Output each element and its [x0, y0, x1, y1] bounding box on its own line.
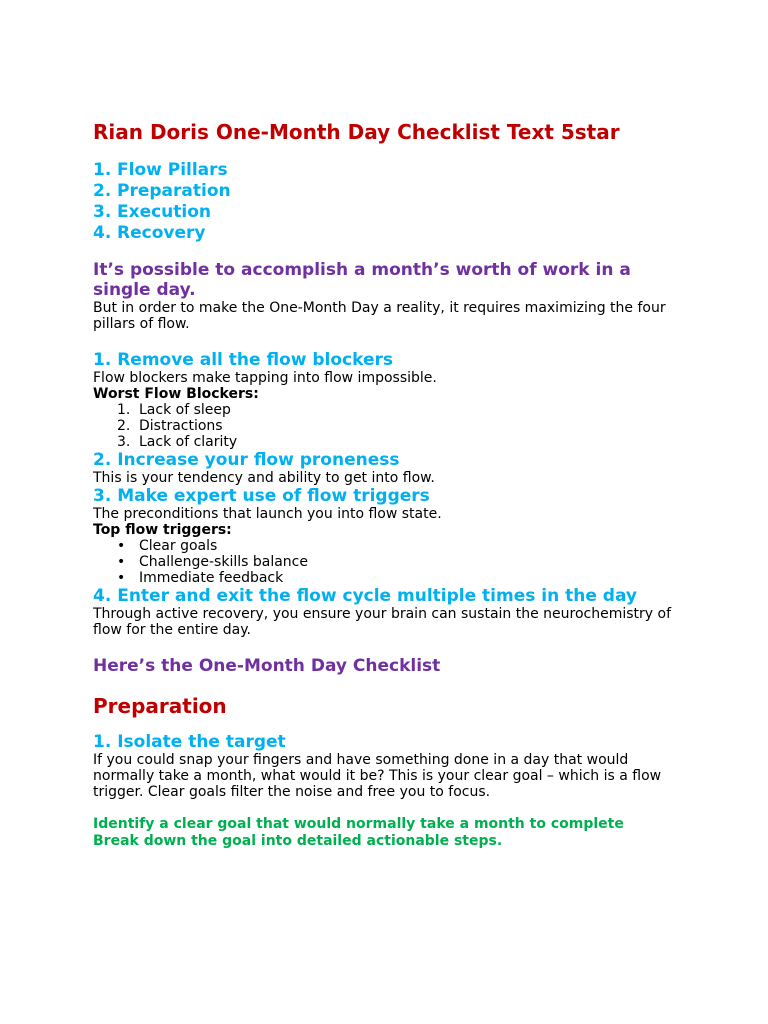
pillar-1-text: Flow blockers make tapping into flow impossible. [93, 370, 437, 386]
list-item-text: Lack of sleep [139, 402, 231, 418]
document-title: Rian Doris One-Month Day Checklist Text 5star [93, 120, 620, 144]
intro-heading: It’s possible to accomplish a month’s worth of work in a single day. [93, 260, 631, 300]
toc-item-flow-pillars [93, 160, 678, 181]
list-item [93, 538, 678, 554]
toc-number: 2. [93, 181, 112, 201]
preparation-heading: Preparation [93, 694, 227, 718]
action-item: Identify a clear goal that would normally take a month to complete [93, 816, 624, 832]
flow-blockers-list [93, 402, 678, 450]
bullet-icon: • [117, 570, 126, 586]
toc-label: Recovery [117, 223, 206, 243]
bullet-icon: • [117, 554, 126, 570]
list-item-text: Immediate feedback [139, 570, 284, 586]
list-item-text: Clear goals [139, 538, 218, 554]
step-1-text: If you could snap your fingers and have something done in a day that would normally take a month, what would it be? This is your clear goal – which is a flow trigger. Clear goals filter the noise and free you to focus. [93, 752, 662, 800]
table-of-contents [93, 160, 678, 244]
list-item-text: Challenge-skills balance [139, 554, 308, 570]
list-item [93, 418, 678, 434]
bullet-icon: • [117, 538, 126, 554]
checklist-heading: Here’s the One-Month Day Checklist [93, 656, 441, 676]
list-item [93, 402, 678, 418]
pillar-4-heading: 4. Enter and exit the flow cycle multiple times in the day [93, 586, 637, 606]
top-flow-triggers-label: Top flow triggers: [93, 522, 232, 538]
pillar-3-heading: 3. Make expert use of flow triggers [93, 486, 430, 506]
pillar-2-text: This is your tendency and ability to get into flow. [93, 470, 435, 486]
toc-label: Preparation [117, 181, 231, 201]
toc-item-recovery [93, 223, 678, 244]
pillar-2-heading: 2. Increase your flow proneness [93, 450, 400, 470]
toc-label: Execution [117, 202, 212, 222]
pillar-1-heading: 1. Remove all the flow blockers [93, 350, 394, 370]
list-item-text: Lack of clarity [139, 434, 238, 450]
toc-label: Flow Pillars [117, 160, 228, 180]
list-item-text: Distractions [139, 418, 223, 434]
toc-number: 3. [93, 202, 112, 222]
action-item: Break down the goal into detailed actionable steps. [93, 833, 503, 849]
toc-item-execution [93, 202, 678, 223]
list-item [93, 570, 678, 586]
intro-text: But in order to make the One-Month Day a reality, it requires maximizing the four pillars of flow. [93, 300, 666, 332]
list-number: 1. [117, 402, 131, 418]
step-1-heading: 1. Isolate the target [93, 732, 286, 752]
toc-number: 1. [93, 160, 112, 180]
pillar-3-text: The preconditions that launch you into flow state. [93, 506, 442, 522]
pillar-4-text: Through active recovery, you ensure your brain can sustain the neurochemistry of flow for the entire day. [93, 606, 672, 638]
list-number: 2. [117, 418, 131, 434]
list-number: 3. [117, 434, 131, 450]
toc-number: 4. [93, 223, 112, 243]
list-item [93, 434, 678, 450]
flow-triggers-list [93, 538, 678, 586]
list-item [93, 554, 678, 570]
toc-item-preparation [93, 181, 678, 202]
worst-flow-blockers-label: Worst Flow Blockers: [93, 386, 259, 402]
